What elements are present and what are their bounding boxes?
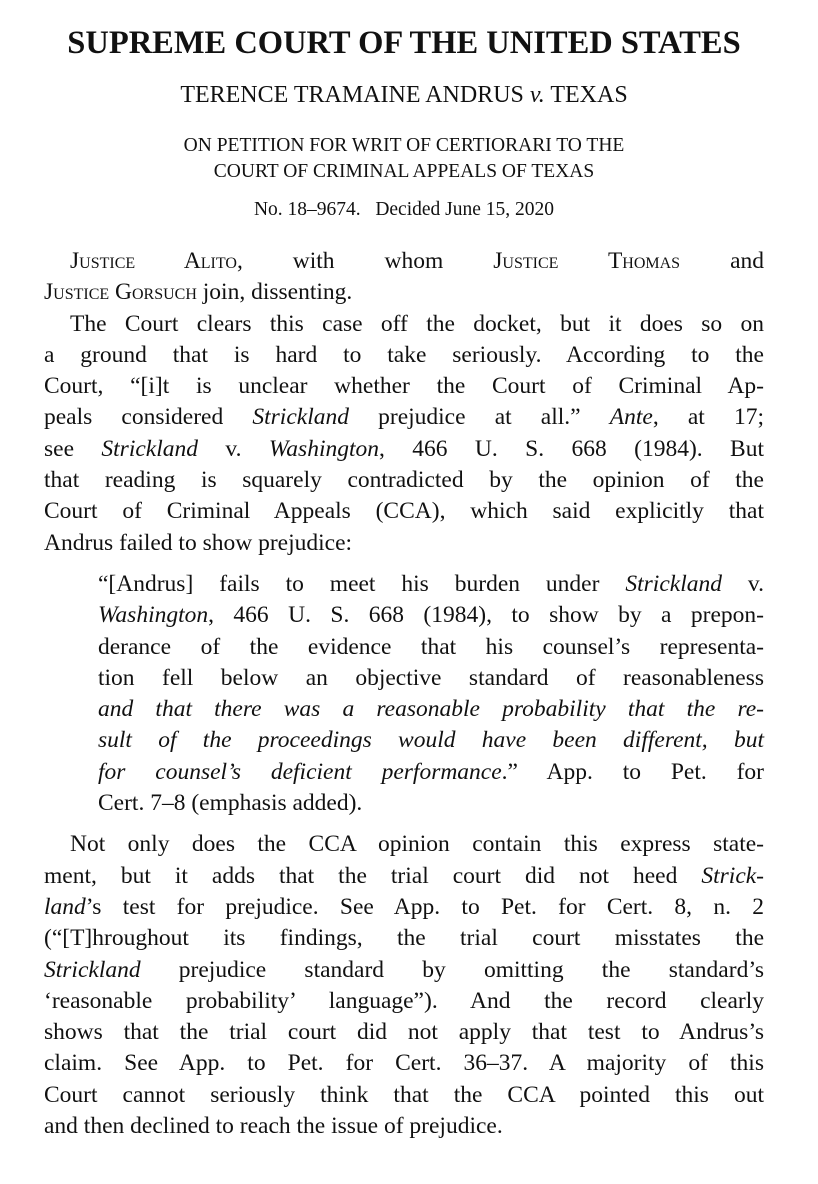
justice-name: Justice Thomas bbox=[493, 248, 681, 274]
text-span: see bbox=[44, 435, 102, 462]
text-line: The Court clears this case off the docket, but it does so on bbox=[70, 310, 764, 337]
text-span: ment, but it adds that the trial court did not heed bbox=[44, 862, 702, 889]
text-line: ‘reasonable probability’ language”). And the record clearly bbox=[44, 987, 764, 1014]
decided-date: Decided June 15, 2020 bbox=[375, 199, 555, 220]
text-line bbox=[44, 892, 764, 923]
text-line: Court, “[i]t is unclear whether the Court of Criminal Ap- bbox=[44, 373, 764, 400]
emphasis-text: sult of the proceedings would have been different, but bbox=[98, 727, 764, 754]
text-line bbox=[44, 277, 764, 308]
court-title: SUPREME COURT OF THE UNITED STATES bbox=[67, 25, 741, 61]
text-span: , with whom bbox=[236, 248, 494, 274]
text-span: , 466 U. S. 668 (1984), to show by a prepon- bbox=[208, 602, 764, 629]
petition-heading bbox=[44, 133, 764, 185]
text-line bbox=[98, 757, 764, 788]
text-line: and then declined to reach the issue of prejudice. bbox=[44, 1113, 503, 1140]
text-span: “[Andrus] fails to meet his burden under bbox=[98, 570, 626, 597]
text-line: derance of the evidence that his counsel’s representa- bbox=[98, 633, 764, 660]
petition-line-2: COURT OF CRIMINAL APPEALS OF TEXAS bbox=[213, 161, 595, 182]
case-name: Strickland bbox=[44, 956, 141, 983]
text-line: tion fell below an objective standard of reasonableness bbox=[98, 664, 764, 691]
text-line: Cert. 7–8 (emphasis added). bbox=[98, 790, 363, 817]
citation-signal: Ante bbox=[609, 404, 653, 431]
case-name: Washington bbox=[268, 435, 380, 462]
text-line: Andrus failed to show prejudice: bbox=[44, 529, 353, 556]
text-span: prejudice standard by omitting the standard’s bbox=[140, 956, 764, 983]
paragraph-2 bbox=[44, 829, 764, 1142]
text-line: Court cannot seriously think that the CCA pointed this out bbox=[44, 1081, 764, 1108]
text-line bbox=[98, 694, 764, 725]
text-span: join, dissenting. bbox=[196, 279, 353, 306]
versus: v. bbox=[529, 82, 545, 108]
case-name: Strickland bbox=[252, 404, 349, 431]
docket-number: No. 18–9674. bbox=[253, 199, 361, 220]
spacer bbox=[44, 559, 764, 569]
case-name: land bbox=[44, 893, 86, 920]
text-line: Not only does the CCA opinion contain this express state- bbox=[70, 831, 764, 858]
text-line bbox=[44, 861, 764, 892]
petitioner-name: TERENCE TRAMAINE ANDRUS bbox=[180, 82, 524, 108]
text-span: peals considered bbox=[44, 404, 253, 431]
case-name: Washington bbox=[98, 602, 209, 629]
text-span: , at 17; bbox=[652, 404, 764, 431]
petition-line-1: ON PETITION FOR WRIT OF CERTIORARI TO THE bbox=[183, 135, 625, 156]
text-line bbox=[44, 955, 764, 986]
emphasis-text: and that there was a reasonable probability that the re- bbox=[98, 696, 764, 723]
spacer bbox=[44, 819, 764, 829]
text-line bbox=[44, 434, 764, 465]
text-span: v. bbox=[721, 570, 764, 597]
text-line bbox=[98, 569, 764, 600]
block-quote bbox=[44, 569, 764, 819]
respondent-name: TEXAS bbox=[550, 82, 628, 108]
text-line: shows that the trial court did not apply that test to Andrus’s bbox=[44, 1019, 764, 1046]
text-span: ’s test for prejudice. See App. to Pet. for Cert. 8, n. 2 bbox=[85, 893, 764, 920]
text-span: and bbox=[680, 248, 764, 274]
text-line bbox=[98, 725, 764, 756]
text-line: (“[T]hroughout its findings, the trial court misstates the bbox=[44, 925, 764, 952]
text-span: v. bbox=[198, 435, 269, 462]
justice-name: Justice Gorsuch bbox=[44, 279, 197, 306]
justice-name: Justice Alito bbox=[70, 248, 237, 274]
text-line: a ground that is hard to take seriously. According to the bbox=[44, 341, 764, 368]
text-span: .” App. to Pet. for bbox=[501, 758, 764, 785]
text-line: claim. See App. to Pet. for Cert. 36–37. A majority of this bbox=[44, 1050, 764, 1077]
text-span: , 466 U. S. 668 (1984). But bbox=[379, 435, 764, 462]
intro-paragraph bbox=[44, 246, 764, 309]
case-name: Strick- bbox=[701, 862, 764, 889]
text-span: prejudice at all.” bbox=[348, 404, 610, 431]
case-name: Strickland bbox=[625, 570, 722, 597]
text-line bbox=[98, 600, 764, 631]
text-line: that reading is squarely contradicted by the opinion of the bbox=[44, 467, 764, 494]
docket-line bbox=[44, 199, 764, 221]
opinion-body bbox=[44, 246, 764, 1142]
emphasis-text: for counsel’s deficient performance bbox=[98, 758, 502, 785]
paragraph-1 bbox=[44, 309, 764, 559]
case-caption bbox=[44, 82, 764, 109]
text-line bbox=[44, 402, 764, 433]
case-name: Strickland bbox=[101, 435, 198, 462]
text-line: Court of Criminal Appeals (CCA), which said explicitly that bbox=[44, 498, 764, 525]
text-line bbox=[44, 246, 764, 277]
